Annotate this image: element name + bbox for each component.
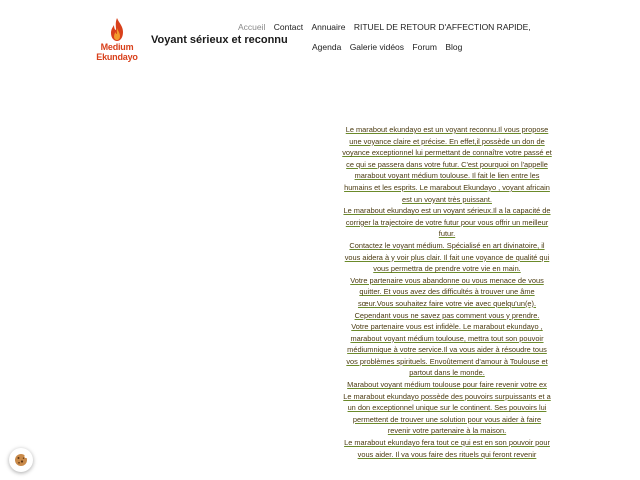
nav-item-rituel[interactable]: RITUEL DE RETOUR D'AFFECTION RAPIDE, (353, 22, 531, 32)
flame-icon (110, 18, 124, 42)
content-paragraph: Votre partenaire vous est infidèle. Le marabout ekundayo , marabout voyant médium toulouse, mettra tout son pouvoir médiumnique à votre service.Il va vous aider à résoudre tous vos problèmes spirituels. Envoûtement d'amour à Toulouse et partout dans le monde. (346, 322, 548, 378)
nav-item-accueil[interactable]: Accueil (238, 22, 266, 32)
content-paragraph: Marabout voyant médium toulouse pour faire revenir votre ex (347, 380, 547, 390)
main-nav-row2 (312, 42, 468, 52)
cookie-settings-button[interactable] (9, 448, 33, 472)
main-nav-row1 (238, 22, 537, 32)
cookie-icon (14, 453, 28, 467)
site-title[interactable]: Voyant sérieux et reconnu (151, 34, 288, 46)
site-logo[interactable] (88, 18, 146, 66)
nav-item-blog[interactable]: Blog (445, 42, 463, 52)
main-content (341, 124, 553, 460)
content-paragraph: Le marabout ekundayo est un voyant reconnu.Il vous propose une voyance claire et précise. En effet,il possède un don de voyance exceptionnel lui permettant de connaître votre passé et ce qui se passera dans votre futur. C'est pourquoi on l'appelle marabout voyant médium toulouse. Il fait le lien entre les humains et les esprits. Le marabout Ekundayo , voyant africain est un voyant très puissant. (342, 125, 552, 204)
content-paragraph: Le marabout ekundayo fera tout ce qui est en son pouvoir pour vous aider. Il va vous faire des rituels qui feront revenir (344, 438, 550, 459)
content-paragraph: Le marabout ekundayo est un voyant sérieux.Il a la capacité de corriger la trajectoire de votre futur pour vous offrir un meilleur futur. (343, 206, 551, 239)
nav-item-forum[interactable]: Forum (412, 42, 437, 52)
content-paragraph: Contactez le voyant médium. Spécialisé en art divinatoire, il vous aidera à y voir plus clair. Il fait une voyance de qualité qui vous permettra de prendre votre vie en main. (344, 240, 550, 274)
nav-item-contact[interactable]: Contact (273, 22, 304, 32)
nav-item-galerie-videos[interactable]: Galerie vidéos (349, 42, 405, 52)
logo-text-line2: Ekundayo (96, 52, 138, 62)
nav-item-agenda[interactable]: Agenda (312, 42, 342, 52)
content-paragraph: Votre partenaire vous abandonne ou vous menace de vous quitter. Et vous avez des difficultés à trouver une âme sœur.Vous souhaitez faire votre vie avec quelqu'un(e). Cependant vous ne savez pas comment vous y prendre. (350, 275, 544, 320)
nav-item-annuaire[interactable]: Annuaire (311, 22, 346, 32)
logo-text-line1: Medium (100, 42, 134, 52)
content-paragraph: Le marabout ekundayo possède des pouvoirs surpuissants et a un don exceptionnel unique sur le continent. Ses pouvoirs lui permettent de trouver une solution pour vous aider à faire revenir votre partenaire à la maison. (343, 391, 551, 436)
